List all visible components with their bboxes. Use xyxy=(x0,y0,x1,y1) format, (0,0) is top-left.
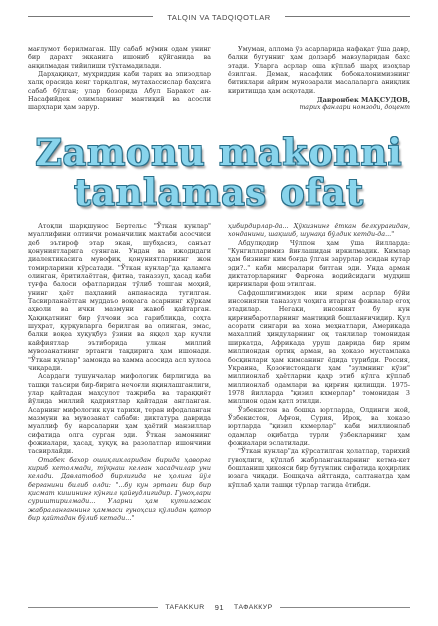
paragraph: Сафдошлигимиздек ики ярим асрлар бўйи инсониятни таназзул чоҳига итарган фожиалар егоҳ этадилар. Негаки, инсоният бу кун қирғинбаротларнинг мантиқий бошланғичидир. Қул асорати сингари ва хона меҳнатлари, Америкада махаллий ҳиндуларнинг оқ танлилар томонидан ширкатда, Африкада уруш даврида бир ярим миллиондан ортиқ арман, ва ҳоказо мустамлака босқинлари ҳам кимсанинг ёдида турибди. Россия, Украина, Қозоғистондаги ҳам "зулмнинг кўзи" миллионлаб ҳаётларни қаҳр этиб кўлга кўплаб миллионлаб одамлари ва қирғин қилишди. 1975-1978 йилларда "қизил кхмерлар" томонидан 3 миллион одам қатл этилди. xyxy=(228,288,410,406)
paragraph: Атоқли шарқшунос Бертельс "Ўткан кунлар" муаллифини олтинчи романчилик мактаби асосчиси деб эътироф этар экан, шубҳасиз, санъат қонуниятларига суянган. Ундан ва ижодидаги диалектикасига мувофиқ қонуниятларнинг жон томирларини кўрсатади. "Ўткан кунлар"да қаламга олинган, ёритилаётган, фитна, таназзул, ҳасад каби туғфа балоси офатларидан тўлиб тошган моҳий, унинг ҳаёт паҳлавий анпанасида тугилган. Тасвирланаётган муддаъо воқеага асарнинг кўркам аҳволи ва ички мазмуни жавоб қайтарган. Ҳақиқатнинг бир ўлчови эса гарибликда, соҳта шуҳрат, қурқувларга берилган ва олинган, эмас, балки воқеа хуқуқбуз ўзини ва яққол ҳар кучли кайфиятлар эътиборида улкан миллий мувозанатнинг эртанги тақдирига ҳам ишонади. "Ўткан кунлар" замонда ва хамма асосида асл хулоса чиқаради. xyxy=(28,222,211,372)
top-right-column xyxy=(228,45,410,113)
paragraph: Дарҳақиқат, муҳриддин каби тарих ва эпизодлар халқ орасида кенг тарқалган, мутахассислар баҳсига сабаб бўлган; улар бозорида Абул Баракот ан-Насафийдек олимларнинг мантиқий ва асосли шарҳлари ҳам зарур. xyxy=(28,70,211,112)
footer-journal-latin: TAFAKKUR xyxy=(160,604,209,611)
page-number: 91 xyxy=(210,603,229,612)
footer-journal-cyrillic: ТАФАККУР xyxy=(229,604,278,611)
running-header xyxy=(0,6,438,28)
author-name: Давронбек МАҚСУДОВ, xyxy=(316,96,410,105)
paragraph: Отабек бахор ошиқликларидан бирида ҳаворга кириб кетолмади, тўқнаш келган хасадчилар уни келади. Давлатобод бирлигида не ҳолига йўл берганини билиб олди: "...бу кун эртаги бир бир қисмат кишининг кўнгил қайғудлигидир. Гуноҳлари суриштирилмади... Уларни ҳам кутилажак жабраланганнинг ҳаммаси гуноҳсиз қўлидан қатор бир қайтадан бўлиб кетади..." xyxy=(28,455,211,523)
paragraph: ҳибирдирлар-да... Ҳўкизнинг ёткан белкурагидан, хонданини, шақшиб, шунақа бўлдик кетди-да..." xyxy=(228,222,410,239)
paragraph: Абдулқодир Чўлпон ҳам ўша йилларда: "Кунгилларимиз йиғлашидан иркилмадик. Кимлар ҳам бизнинг ким боғда ўлган зарурлар эсидан кутар эди?.." каби мисралари битган эди. Унда арман диктаторларнинг Фарғона водийсидаги мудҳиш қирғинлари фош этилган. xyxy=(228,238,410,289)
footer-rule-right xyxy=(280,607,410,608)
section-title: TALQIN VA TADQIQOTLAR xyxy=(161,13,276,22)
footer-rule-left xyxy=(28,607,158,608)
paragraph: Асардаги тушунчалар мифологик бирлигида ва ташқи таъсири бир-бирига нечоғли яқинлашганлиги, улар қайтадан маҳсулот тажриба ва тараққиёт йўлида миллий қадриятлар қайтадан англанган. Асарнинг мифологик кун тарихи, теран ифодаланган мазмуни ва мувозанат сабаби: диктатура даврида муаллиф бу нарсаларни ҳам ҳаётий манзиллар сифатида олга сурган эди. Ўткан замоннинг фожиалари, ҳасад, хуқуқ ва разолатлар ишончини тасвирлайди. xyxy=(28,372,211,456)
page-footer xyxy=(0,600,438,614)
article-title-line-1: Zamonu makonni xyxy=(35,132,403,174)
bottom-right-column xyxy=(228,222,410,489)
article-title-line-2: tanlamas ofat xyxy=(74,172,364,214)
header-rule-right xyxy=(285,16,410,17)
paragraph: Умуман, аллома ўз асарларида нафақат ўша давр, балки бугунниг ҳам долзарб мавзуларидан бахс этади. Уларга асрлар оша кўплаб шарҳ изоҳлар ёзилган. Демак, насафлик бобокалонимизнинг битиклари айрим мунозарали масалаларга аниқлик киритишда ҳам асқотади. xyxy=(228,45,410,95)
paragraph: "Ўткан кунлар"да кўрсатилган ҳолатлар, тарихий гувоҳлиги, кўплаб жабрланганларнинг кетма-кет бошланиш ҳикояси бир бутунлик сифатида қоҳирлик юзага чиқади. Бошқача айтганда, салтанатда ҳам кўплаб ҳали ташқи тўрлар тагида ётибди. xyxy=(228,447,410,489)
paragraph: мағлумот берилмаган. Шу сабаб мўмин одам унинг бир дарахт экканига ишониб қўйганида ва анқилмадан тийилиши тўхтамадилади. xyxy=(28,45,211,70)
top-left-column xyxy=(28,45,211,112)
paragraph: Ўзбекистон ва бошқа юртларда, Олдинги жой, Ўзбекистон, Афғон, Сурия, Ироқ, ва хоказо юртларда "қизил кхмерлар" каби миллионлаб одамлар оқибатда турли ўзбекларнинг ҳам фожиалари эслатилади. xyxy=(228,405,410,447)
bottom-left-column xyxy=(28,222,211,522)
header-rule-left xyxy=(28,16,153,17)
author-role: тарих фанлари номзоди, доцент xyxy=(299,104,410,112)
